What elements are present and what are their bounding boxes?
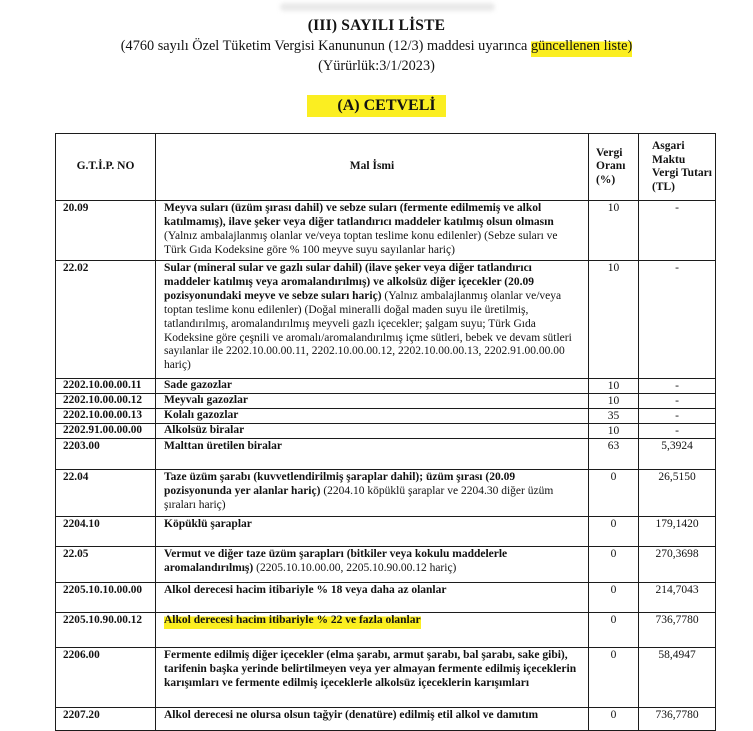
gtip-code-cell: 2205.10.10.00.00 <box>56 583 156 613</box>
vergi-orani-cell: 0 <box>589 517 639 547</box>
vergi-orani-cell: 0 <box>589 547 639 583</box>
table-row <box>56 517 716 547</box>
doc-title: (III) SAYILI LİSTE <box>307 17 446 34</box>
mal-ismi-cell: Meyvalı gazozlar <box>156 394 589 409</box>
highlighted-text: Alkol derecesi hacim itibariyle % 22 ve fazla olanlar <box>164 614 421 629</box>
gtip-code-cell: 22.04 <box>56 470 156 517</box>
header-asgari-tutar: Asgari Maktu Vergi Tutarı (TL) <box>639 134 716 201</box>
mal-ismi-cell: Alkol derecesi hacim itibariyle % 18 veya daha az olanlar <box>156 583 589 613</box>
vergi-orani-cell: 35 <box>589 409 639 424</box>
gtip-code-cell: 2202.10.00.00.12 <box>56 394 156 409</box>
mal-ismi-cell: Kolalı gazozlar <box>156 409 589 424</box>
vergi-orani-cell: 0 <box>589 470 639 517</box>
mal-ismi-cell: Malttan üretilen biralar <box>156 439 589 470</box>
gtip-code-cell: 2202.91.00.00.00 <box>56 424 156 439</box>
header-mal-ismi: Mal İsmi <box>156 134 589 201</box>
asgari-tutar-cell: 179,1420 <box>639 517 716 547</box>
mal-ismi-cell: Meyva suları (üzüm şırası dahil) ve sebze suları (fermente edilmemiş ve alkol katılmamış), ilave şeker veya diğer tatlandırıcı maddeler katılmış olsun olmasın (Yalnız ambalajlanmış olanlar ve/veya toptan teslime konu edilenler) (Sebze suları ve Türk Gıda Kodeksine göre % 100 meyve suyu sayılanlar hariç) <box>156 201 589 261</box>
asgari-tutar-cell: 270,3698 <box>639 547 716 583</box>
gtip-code-cell: 2202.10.00.00.11 <box>56 379 156 394</box>
header-gtip-no: G.T.İ.P. NO <box>56 134 156 201</box>
gtip-code-cell: 22.02 <box>56 261 156 379</box>
mal-ismi-cell: Taze üzüm şarabı (kuvvetlendirilmiş şaraplar dahil); üzüm şırası (20.09 pozisyonunda yer alanlar hariç) (2204.10 köpüklü şaraplar ve 2204.30 diğer üzüm şıraları hariç) <box>156 470 589 517</box>
table-row <box>56 439 716 470</box>
vergi-orani-cell: 10 <box>589 261 639 379</box>
gtip-code-cell: 2207.20 <box>56 708 156 731</box>
gtip-code-cell: 2204.10 <box>56 517 156 547</box>
vergi-orani-cell: 0 <box>589 583 639 613</box>
asgari-tutar-cell: 736,7780 <box>639 613 716 648</box>
asgari-tutar-cell: - <box>639 394 716 409</box>
mal-ismi-cell: Köpüklü şaraplar <box>156 517 589 547</box>
doc-subtitle <box>0 36 753 56</box>
asgari-tutar-cell: 26,5150 <box>639 470 716 517</box>
vergi-orani-cell: 10 <box>589 201 639 261</box>
mal-ismi-cell: Sular (mineral sular ve gazlı sular dahil) (ilave şeker veya diğer tatlandırıcı maddeler katılmış veya aromalandırılmış) ve alkolsüz diğer içecekler (20.09 pozisyonundaki meyve ve sebze suları hariç) (Yalnız ambalajlanmış olanlar ve/veya toptan teslime konu edilenler) (Doğal mineralli doğal maden suyu ile üretilmiş, tatlandırılmış, aromalandırılmış meyveli gazlı içecekler; şalgam suyu; Türk Gıda Kodeksine göre çeşnili ve aromalı/aromalandırılmış içme sütleri, bebek ve devam sütleri sayılanlar ile 2202.10.00.00.11, 2202.10.00.00.12, 2202.10.00.00.13, 2202.91.00.00.00 hariç) <box>156 261 589 379</box>
gtip-code-cell: 2206.00 <box>56 648 156 708</box>
document-header <box>0 0 753 116</box>
asgari-tutar-cell: - <box>639 409 716 424</box>
section-title <box>0 95 753 116</box>
vergi-orani-cell: 0 <box>589 613 639 648</box>
asgari-tutar-cell: - <box>639 424 716 439</box>
table-row <box>56 648 716 708</box>
asgari-tutar-cell: - <box>639 379 716 394</box>
doc-subtitle-text: (4760 sayılı Özel Tüketim Vergisi Kanununun (12/3) maddesi uyarınca <box>120 38 531 54</box>
vergi-orani-cell: 0 <box>589 708 639 731</box>
gtip-code-cell: 2205.10.90.00.12 <box>56 613 156 648</box>
table-row <box>56 470 716 517</box>
table-row <box>56 583 716 613</box>
asgari-tutar-cell: 214,7043 <box>639 583 716 613</box>
table-row <box>56 547 716 583</box>
asgari-tutar-cell: - <box>639 201 716 261</box>
doc-subtitle-highlight: güncellenen liste) <box>531 38 632 57</box>
section-title-highlight: (A) CETVELİ <box>307 95 445 117</box>
table-row <box>56 409 716 424</box>
mal-ismi-cell: Vermut ve diğer taze üzüm şarapları (bitkiler veya kokulu maddelerle aromalandırılmış) (2205.10.10.00.00, 2205.10.90.00.12 hariç) <box>156 547 589 583</box>
effective-date: (Yürürlük:3/1/2023) <box>318 58 435 74</box>
header-vergi-orani: Vergi Oranı (%) <box>589 134 639 201</box>
scan-artifact <box>280 3 495 11</box>
mal-ismi-cell: Fermente edilmiş diğer içecekler (elma şarabı, armut şarabı, bal şarabı, sake gibi), tarifenin başka yerinde belirtilmeyen veya yer almayan fermente edilmiş içeceklerin karışımları ve fermente edilmiş içeceklerle alkolsüz içeceklerin karışımları <box>156 648 589 708</box>
table-row <box>56 379 716 394</box>
vergi-orani-cell: 10 <box>589 424 639 439</box>
mal-ismi-cell: Alkol derecesi ne olursa olsun tağyir (denatüre) edilmiş etil alkol ve damıtım <box>156 708 589 731</box>
gtip-code-cell: 2203.00 <box>56 439 156 470</box>
gtip-code-cell: 2202.10.00.00.13 <box>56 409 156 424</box>
vergi-orani-cell: 10 <box>589 394 639 409</box>
mal-ismi-cell <box>156 613 589 648</box>
table-row <box>56 201 716 261</box>
vergi-orani-cell: 63 <box>589 439 639 470</box>
gtip-code-cell: 22.05 <box>56 547 156 583</box>
asgari-tutar-cell: 58,4947 <box>639 648 716 708</box>
asgari-tutar-cell: 5,3924 <box>639 439 716 470</box>
mal-ismi-cell: Sade gazozlar <box>156 379 589 394</box>
table-row <box>56 708 716 731</box>
table-row <box>56 424 716 439</box>
gtip-code-cell: 20.09 <box>56 201 156 261</box>
asgari-tutar-cell: - <box>639 261 716 379</box>
table-row <box>56 394 716 409</box>
table-header-row <box>56 134 716 201</box>
mal-ismi-cell: Alkolsüz biralar <box>156 424 589 439</box>
vergi-orani-cell: 0 <box>589 648 639 708</box>
vergi-orani-cell: 10 <box>589 379 639 394</box>
table-row-highlighted <box>56 613 716 648</box>
gtip-table <box>55 133 716 731</box>
table-row <box>56 261 716 379</box>
asgari-tutar-cell: 736,7780 <box>639 708 716 731</box>
